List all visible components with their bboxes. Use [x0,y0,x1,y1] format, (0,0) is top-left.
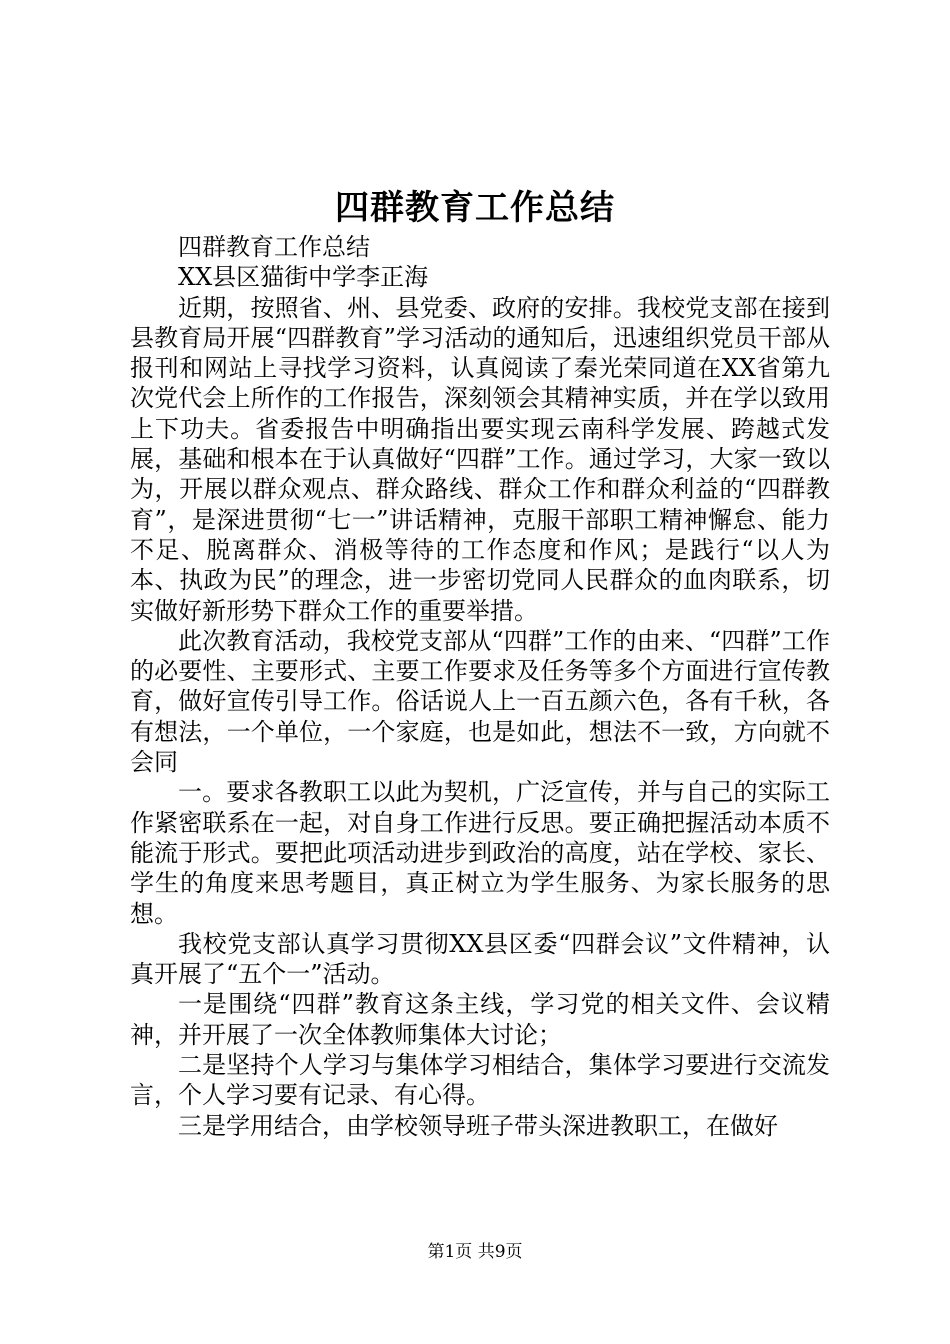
paragraph: 近期，按照省、州、县党委、政府的安排。我校党支部在接到县教育局开展“四群教育”学习活动的通知后，迅速组织党员干部从报刊和网站上寻找学习资料，认真阅读了秦光荣同道在XX省第九次党代会上所作的工作报告，深刻领会其精神实质，并在学以致用上下功夫。省委报告中明确指出要实现云南科学发展、跨越式发展，基础和根本在于认真做好“四群”工作。通过学习，大家一致以为，开展以群众观点、群众路线、群众工作和群众利益的“四群教育”，是深进贯彻“七一”讲话精神，克服干部职工精神懈怠、能力不足、脱离群众、消极等待的工作态度和作风；是践行“以人为本、执政为民”的理念，进一步密切党同人民群众的血肉联系，切实做好新形势下群众工作的重要举措。 [130,293,830,625]
paragraph: 三是学用结合，由学校领导班子带头深进教职工，在做好 [178,1111,778,1140]
paragraph-subtitle: 四群教育工作总结 [178,233,370,261]
paragraph: 此次教育活动，我校党支部从“四群”工作的由来、“四群”工作的必要性、主要形式、主要工作要求及任务等多个方面进行宣传教育，做好宣传引导工作。俗话说人上一百五颜六色，各有千秋，各有想法，一个单位，一个家庭，也是如此，想法不一致，方向就不会同 [130,626,830,777]
paragraph: 一是围绕“四群”教育这条主线，学习党的相关文件、会议精神，并开展了一次全体教师集体大讨论； [130,990,830,1049]
document-body [130,232,830,1141]
document-title: 四群教育工作总结 [335,188,615,228]
paragraph-author: XX县区猫街中学李正海 [178,263,429,292]
paragraph: 我校党支部认真学习贯彻XX县区委“四群会议”文件精神，认真开展了“五个一”活动。 [130,929,830,989]
paragraph: 二是坚持个人学习与集体学习相结合，集体学习要进行交流发言，个人学习要有记录、有心得。 [130,1051,830,1110]
page-number-footer: 第1页 共9页 [427,1242,523,1262]
paragraph: 一。要求各教职工以此为契机，广泛宣传，并与自己的实际工作紧密联系在一起，对自身工作进行反思。要正确把握活动本质不能流于形式。要把此项活动进步到政治的高度，站在学校、家长、学生的角度来思考题目，真正树立为学生服务、为家长服务的思想。 [130,778,830,928]
